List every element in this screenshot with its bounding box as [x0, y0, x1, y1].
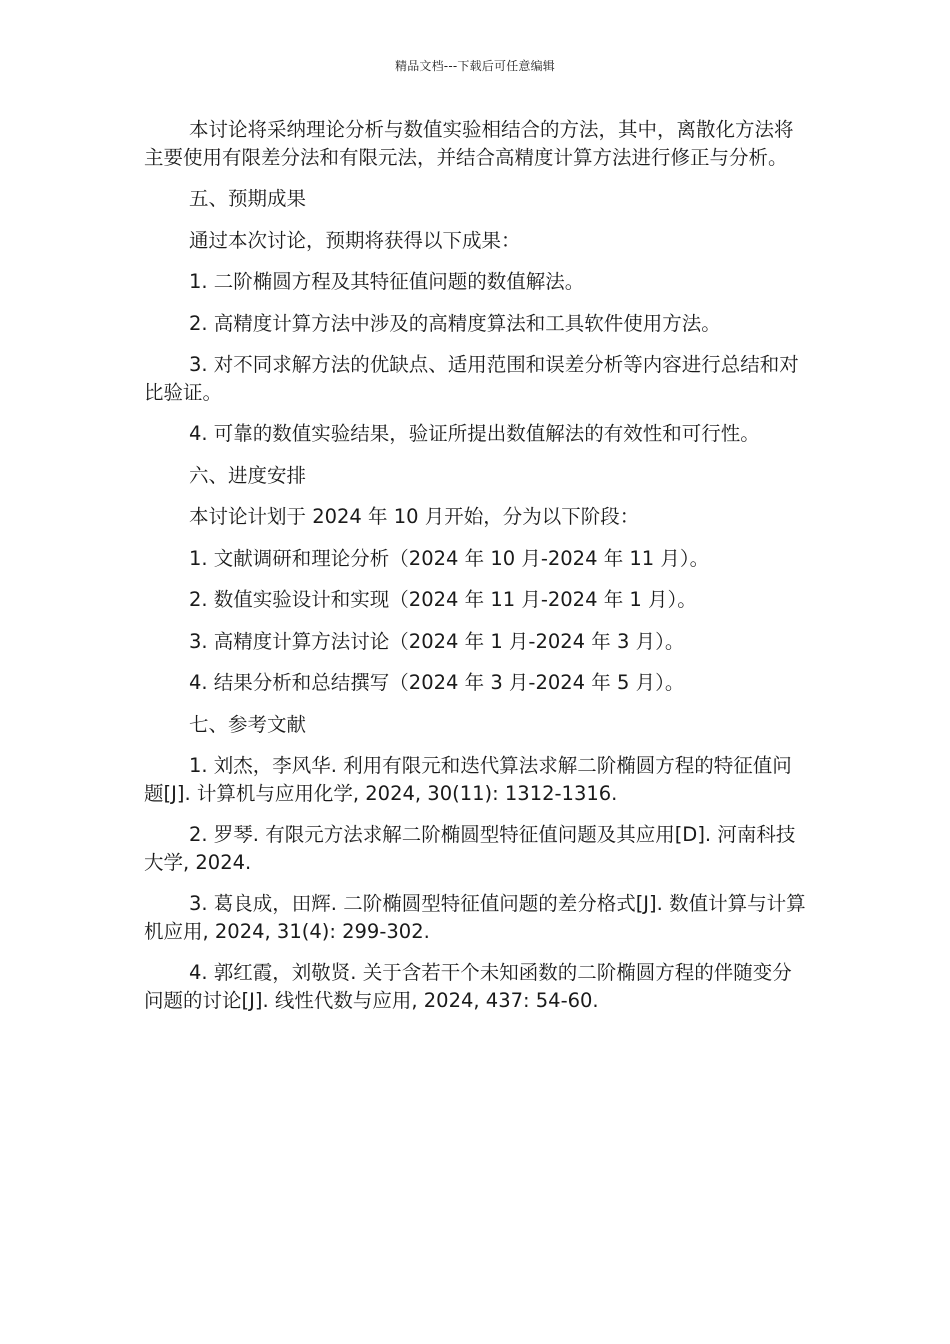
reference-item: 1. 刘杰，李风华. 利用有限元和迭代算法求解二阶椭圆方程的特征值问题[J]. 计算机与应用化学, 2024, 30(11): 1312-1316. — [144, 754, 792, 805]
list-item: 2. 高精度计算方法中涉及的高精度算法和工具软件使用方法。 — [189, 311, 721, 335]
list-item: 1. 文献调研和理论分析（2024 年 10 月-2024 年 11 月）。 — [189, 546, 710, 570]
list-item: 3. 对不同求解方法的优缺点、适用范围和误差分析等内容进行总结和对比验证。 — [144, 353, 799, 404]
list-item: 4. 可靠的数值实验结果，验证所提出数值解法的有效性和可行性。 — [189, 422, 760, 445]
section-heading-references: 七、参考文献 — [189, 712, 307, 736]
list-item: 2. 数值实验设计和实现（2024 年 11 月-2024 年 1 月）。 — [189, 588, 697, 611]
paragraph-results-intro: 通过本次讨论，预期将获得以下成果： — [189, 228, 521, 252]
list-item: 3. 高精度计算方法讨论（2024 年 1 月-2024 年 3 月）。 — [189, 629, 685, 653]
document-body — [144, 116, 806, 1028]
section-heading-schedule: 六、进度安排 — [189, 463, 307, 487]
page-header: 精品文档---下载后可任意编辑 — [395, 59, 555, 73]
list-item: 1. 二阶椭圆方程及其特征值问题的数值解法。 — [189, 270, 585, 293]
section-heading-expected-results: 五、预期成果 — [189, 187, 307, 210]
paragraph-method: 本讨论将采纳理论分析与数值实验相结合的方法，其中，离散化方法将主要使用有限差分法和有限元法，并结合高精度计算方法进行修正与分析。 — [144, 118, 794, 169]
list-item: 4. 结果分析和总结撰写（2024 年 3 月-2024 年 5 月）。 — [189, 671, 685, 694]
paragraph-schedule-intro: 本讨论计划于 2024 年 10 月开始，分为以下阶段： — [189, 505, 640, 528]
reference-item: 2. 罗琴. 有限元方法求解二阶椭圆型特征值问题及其应用[D]. 河南科技大学, 2024. — [144, 823, 796, 874]
reference-item: 4. 郭红霞，刘敬贤. 关于含若干个未知函数的二阶椭圆方程的伴随变分问题的讨论[J]. 线性代数与应用, 2024, 437: 54-60. — [144, 961, 792, 1012]
reference-item: 3. 葛良成，田辉. 二阶椭圆型特征值问题的差分格式[J]. 数值计算与计算机应用, 2024, 31(4): 299-302. — [144, 892, 806, 943]
